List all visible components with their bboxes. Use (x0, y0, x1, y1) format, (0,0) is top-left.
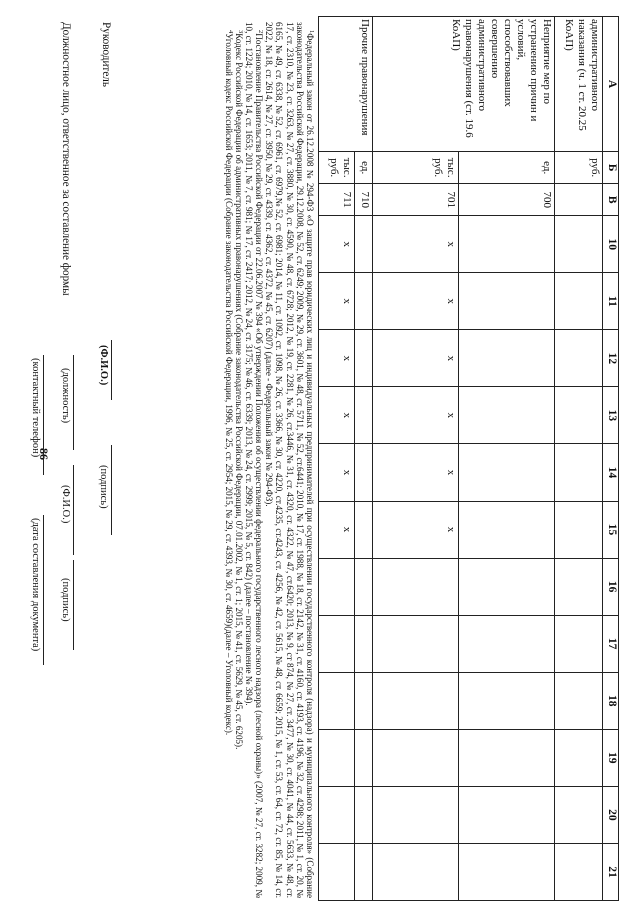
value-cell[interactable] (319, 843, 355, 900)
value-cell[interactable] (459, 843, 555, 900)
value-cell[interactable]: х (373, 216, 459, 273)
phone-line (43, 355, 44, 475)
header-cell: 14 (603, 444, 619, 501)
value-cell[interactable] (355, 330, 373, 387)
table-header-row (603, 17, 619, 901)
value-cell[interactable] (459, 501, 555, 558)
footnote: $^4$Уголовный кодекс Российской Федерации (Собрание законодательства Российской Федерации, 1996, № 25, ст. 2954; 2015, № 29, ст. 4393, № 30, ст. 4659)(далее – Уголовный кодекс). (223, 30, 234, 736)
value-cell[interactable] (319, 558, 355, 615)
report-table (318, 16, 619, 901)
header-cell: 11 (603, 273, 619, 330)
value-cell[interactable] (355, 786, 373, 843)
responsible-sign-line (73, 560, 74, 650)
value-cell[interactable] (459, 672, 555, 729)
head-fio-line (111, 340, 112, 400)
value-cell[interactable] (355, 843, 373, 900)
header-cell: А (603, 17, 619, 152)
header-cell: 18 (603, 672, 619, 729)
code-cell: 701 (373, 184, 459, 216)
value-cell[interactable] (555, 387, 603, 444)
unit-cell: тыс. руб. (373, 152, 459, 184)
value-cell[interactable]: х (319, 216, 355, 273)
value-cell[interactable]: х (373, 501, 459, 558)
table-row (555, 17, 603, 901)
value-cell[interactable]: х (319, 444, 355, 501)
value-cell[interactable] (555, 216, 603, 273)
value-cell[interactable]: х (373, 273, 459, 330)
unit-cell: ед. (355, 152, 373, 184)
value-cell[interactable] (459, 729, 555, 786)
header-cell: 20 (603, 786, 619, 843)
row-label: административного наказания (ч. 1 ст. 20.25 КоАП) (555, 17, 603, 152)
code-cell (555, 184, 603, 216)
value-cell[interactable]: х (319, 501, 355, 558)
header-cell: Б (603, 152, 619, 184)
value-cell[interactable] (355, 387, 373, 444)
value-cell[interactable] (555, 672, 603, 729)
header-cell: 10 (603, 216, 619, 273)
value-cell[interactable]: х (373, 330, 459, 387)
table-row (459, 17, 555, 901)
responsible-sign-caption: (подпись) (60, 578, 71, 622)
head-sign-caption: (подпись) (98, 465, 109, 509)
value-cell[interactable]: х (319, 330, 355, 387)
value-cell[interactable] (355, 444, 373, 501)
value-cell[interactable] (555, 558, 603, 615)
value-cell[interactable] (555, 843, 603, 900)
footnote: $^1$Федеральный закон от 26.12.2008 № 294-ФЗ «О защите прав юридических лиц и индивидуальных предпринимателей при осуществлении государственного контроля (надзора) и муниципального контроля» (Собрание законодательства Российской Федерации, 29.12.2008, № 52, ст. 6249; 2009, № 29, ст. 3601, № 48, ст. 5711, № 52, ст.6441; 2010, № 17, ст. 1988, № 18, ст. 2142, № 31, ст. 4160, ст. 4193, ст. 4196, № 32, ст. 4298; 2011, № 1, ст. 20, № 17, ст. 2310, № 23, ст. 3263, № 27, ст. 3880, № 30, ст. 4590, № 48, ст. 6728; 2012, № 19, ст. 2281, № 26, ст.3446, № 31, ст. 4320, ст. 4322, № 47, ст.6420; 2013, № 9, ст 874, № 27, ст. 3477, № 30, ст. 4041, № 44, ст. 5633, № 48, ст. 6165, № 49, ст. 6338, № 52, ст. 6961, ст. 6979,№ 52, ст. 6981; 2014, № 11, ст. 1092, ст. 1098, № 26, ст. 3366, № 30, ст. 4220, ст.4235, ст.4243, ст. 4256, № 42, ст. 5615, № 48, ст. 6659; 2015, № 1, ст. 53, ст. 64, ст. 72, ст. 85, № 14, ст. 2022, № 18, ст. 2614, № 27, ст. 3950, № 29, ст. 4339, ст. 4362, ст. 4372, № 45, ст. 6207) (далее - Федеральный закон № 294-ФЗ). (264, 22, 315, 898)
header-cell: 19 (603, 729, 619, 786)
phone-caption: (контактный телефон) (30, 358, 41, 458)
value-cell[interactable] (555, 615, 603, 672)
value-cell[interactable] (373, 729, 459, 786)
value-cell[interactable]: х (319, 387, 355, 444)
header-cell: В (603, 184, 619, 216)
position-caption: (должность) (60, 368, 71, 424)
header-cell: 12 (603, 330, 619, 387)
value-cell[interactable] (355, 273, 373, 330)
value-cell[interactable] (319, 786, 355, 843)
header-cell: 17 (603, 615, 619, 672)
footnotes (223, 22, 315, 898)
value-cell[interactable]: х (319, 273, 355, 330)
value-cell[interactable] (459, 615, 555, 672)
code-cell: 700 (459, 184, 555, 216)
header-cell: 21 (603, 843, 619, 900)
value-cell[interactable] (355, 501, 373, 558)
footnote: $^3$Кодекс Российской Федерации об административных правонарушениях (Собрание законодательства Российской Федерации, 07.01.2002, № 1, ст. 1; 2015, № 41, ст. 5629, № 45, ст. 6205). (233, 30, 244, 750)
value-cell[interactable] (319, 615, 355, 672)
page-number: 86 (37, 448, 51, 460)
value-cell[interactable]: х (373, 444, 459, 501)
code-cell: 711 (319, 184, 355, 216)
responsible-fio-caption: (Ф.И.О.) (60, 485, 71, 524)
value-cell[interactable] (355, 558, 373, 615)
value-cell[interactable] (355, 672, 373, 729)
value-cell[interactable] (355, 729, 373, 786)
row-label: Неприятие мер по устранению причин и условий, способствовавших совершению административного правонарушения (ст. 19.6 КоАП) (373, 17, 555, 152)
value-cell[interactable] (373, 843, 459, 900)
value-cell[interactable] (459, 330, 555, 387)
head-fio-caption: (Ф.И.О.) (98, 345, 109, 386)
value-cell[interactable] (373, 558, 459, 615)
value-cell[interactable] (459, 444, 555, 501)
value-cell[interactable] (555, 330, 603, 387)
responsible-label: Должностное лицо, ответственное за составление формы (60, 22, 72, 296)
value-cell[interactable] (459, 558, 555, 615)
date-line (43, 515, 44, 665)
footnote: $^2$Постановление Правительства Российской Федерации от 22.06.2007 № 394 «Об утверждении Положения об осуществлении федерального государственного лесного надзора (лесной охраны)» (2007, № 27, ст. 3282; 2009, № 10, ст. 1224; 2010, № 14, ст. 1653; 2011, № 7, ст. 981; № 17, ст. 2417; 2012, № 24, ст. 3175; № 46, ст. 6339; 2013, № 24, ст. 2999; 2015, № 5, ст. 842) (далее – постановление № 394). (243, 22, 265, 898)
head-label: Руководитель (100, 22, 112, 87)
responsible-fio-line (73, 465, 74, 555)
value-cell[interactable] (555, 729, 603, 786)
value-cell[interactable] (319, 729, 355, 786)
value-cell[interactable] (459, 273, 555, 330)
value-cell[interactable] (459, 216, 555, 273)
value-cell[interactable] (373, 786, 459, 843)
value-cell[interactable] (555, 786, 603, 843)
value-cell[interactable] (459, 786, 555, 843)
value-cell[interactable] (459, 387, 555, 444)
unit-cell: руб. (555, 152, 603, 184)
value-cell[interactable] (373, 615, 459, 672)
value-cell[interactable] (319, 672, 355, 729)
unit-cell: тыс. руб. (319, 152, 355, 184)
value-cell[interactable] (555, 444, 603, 501)
row-label: Прочие правонарушения (319, 17, 373, 152)
header-cell: 16 (603, 558, 619, 615)
code-cell: 710 (355, 184, 373, 216)
value-cell[interactable] (555, 501, 603, 558)
position-line (73, 355, 74, 450)
value-cell[interactable] (555, 273, 603, 330)
header-cell: 13 (603, 387, 619, 444)
value-cell[interactable] (373, 672, 459, 729)
date-caption: (дата составления документа) (30, 518, 41, 652)
value-cell[interactable]: х (373, 387, 459, 444)
unit-cell: ед. (459, 152, 555, 184)
value-cell[interactable] (355, 615, 373, 672)
header-cell: 15 (603, 501, 619, 558)
head-sign-line (111, 445, 112, 535)
table-row (355, 17, 373, 901)
value-cell[interactable] (355, 216, 373, 273)
